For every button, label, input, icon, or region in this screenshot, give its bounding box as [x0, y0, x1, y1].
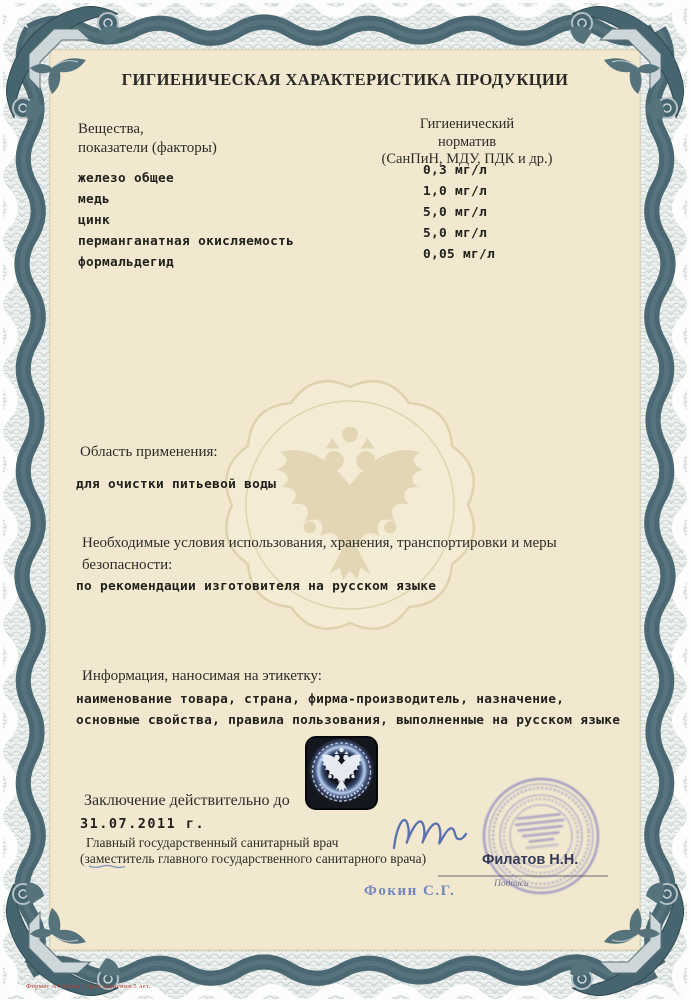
left-header-line1: Вещества, — [78, 121, 144, 137]
application-value: для очистки питьевой воды — [76, 477, 277, 492]
table-value: 0,05 мг/л — [423, 247, 496, 262]
page-title: ГИГИЕНИЧЕСКАЯ ХАРАКТЕРИСТИКА ПРОДУКЦИИ — [121, 70, 569, 89]
official-title-alt: (заместитель главного государственного санитарного врача) — [80, 851, 427, 866]
valid-until-label: Заключение действительно до — [84, 792, 290, 809]
table-row: формальдегид — [78, 255, 175, 270]
approver-name: Филатов Н.Н. — [482, 852, 579, 868]
signature-caption: Подпись — [494, 879, 529, 889]
valid-until-date: 31.07.2011 г. — [80, 816, 206, 832]
label-info-label: Информация, наносимая на этикетку: — [82, 668, 322, 684]
conditions-value: по рекомендации изготовителя на русском языке — [76, 579, 437, 594]
table-row: медь — [78, 192, 111, 207]
form-note: Формат А4 Бланк. Срок хранения 5 лет. — [26, 983, 151, 990]
stamped-name: Фокин С.Г. — [364, 883, 456, 899]
table-value: 5,0 мг/л — [423, 226, 488, 241]
substance-name-column — [78, 168, 294, 273]
left-header-line2: показатели (факторы) — [78, 140, 217, 156]
conditions-label: Необходимые условия использования, хранения, транспортировки и меры безопасности: — [82, 535, 557, 573]
table-left-header — [78, 120, 217, 158]
table-row: железо общее — [78, 171, 175, 186]
label-info-value: наименование товара, страна, фирма-производитель, назначение, основные свойства, правила пользования, выполненные на русском языке — [76, 692, 621, 728]
table-row: цинк — [78, 213, 111, 228]
official-title: Главный государственный санитарный врач — [86, 835, 339, 850]
table-value: 1,0 мг/л — [423, 184, 488, 199]
table-row: перманганатная окисляемость — [78, 234, 295, 249]
norm-value-column — [423, 160, 495, 265]
right-header-line1: Гигиенический — [419, 116, 515, 132]
table-value: 0,3 мг/л — [423, 163, 488, 178]
right-header-line3: (СанПиН, МДУ, ПДК и др.) — [381, 151, 553, 167]
table-value: 5,0 мг/л — [423, 205, 488, 220]
right-header-line2: норматив — [437, 133, 497, 150]
hologram-seal — [306, 737, 377, 809]
application-label: Область применения: — [80, 444, 218, 460]
